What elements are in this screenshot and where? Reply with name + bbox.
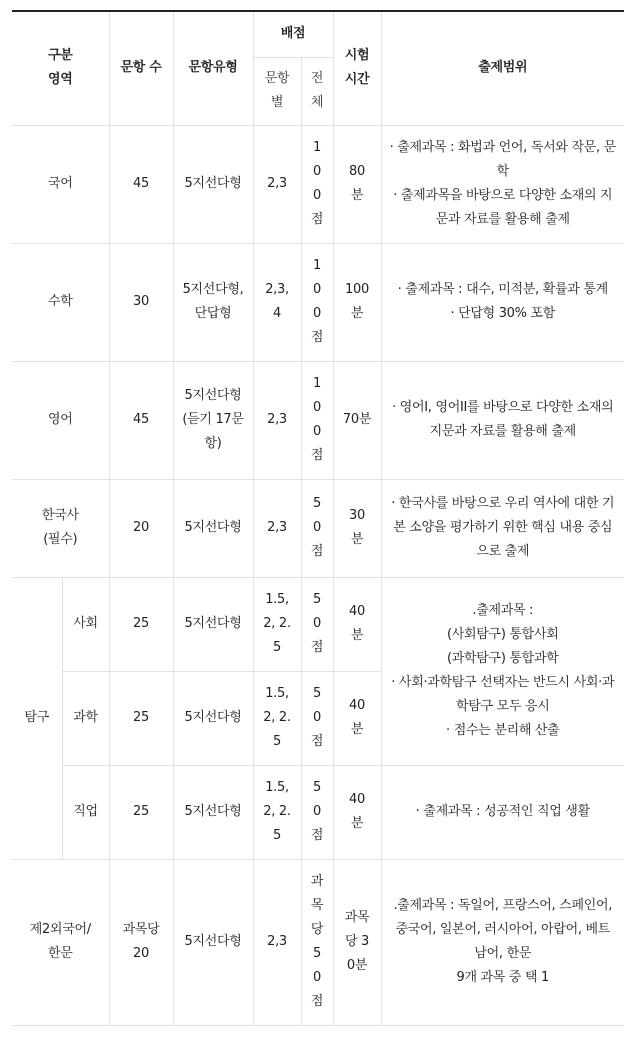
exam-structure-table bbox=[12, 10, 624, 1026]
count-cell: 25 bbox=[109, 765, 173, 859]
header-category: 구분 영역 bbox=[12, 11, 109, 125]
time-cell: 30분 bbox=[333, 479, 381, 577]
time-cell: 40분 bbox=[333, 765, 381, 859]
time-cell: 100분 bbox=[333, 243, 381, 361]
type-cell: 5지선다형 bbox=[173, 859, 253, 1025]
range-line: (사회탐구) 통합사회 bbox=[447, 627, 559, 642]
table-row bbox=[12, 577, 624, 671]
area-cell: 제2외국어/ 한문 bbox=[12, 859, 109, 1025]
range-cell bbox=[381, 361, 624, 479]
subject-cell: 과학 bbox=[62, 671, 109, 765]
subject-cell: 사회 bbox=[62, 577, 109, 671]
count-cell: 25 bbox=[109, 577, 173, 671]
total-cell: 과목당50점 bbox=[301, 859, 333, 1025]
range-line: · 출제과목을 바탕으로 다양한 소재의 지문과 자료를 활용해 출제 bbox=[393, 188, 613, 227]
range-cell bbox=[381, 765, 624, 859]
range-cell bbox=[381, 577, 624, 765]
type-cell: 5지선다형, 단답형 bbox=[173, 243, 253, 361]
per-item-cell: 2,3,4 bbox=[253, 243, 301, 361]
range-line: · 영어I, 영어II를 바탕으로 다양한 소재의 지문과 자료를 활용해 출제 bbox=[392, 400, 614, 439]
table-row bbox=[12, 479, 624, 577]
type-cell: 5지선다형 bbox=[173, 577, 253, 671]
area-cell: 국어 bbox=[12, 125, 109, 243]
count-cell: 25 bbox=[109, 671, 173, 765]
range-line: · 출제과목 : 성공적인 직업 생활 bbox=[415, 804, 590, 819]
type-cell: 5지선다형 bbox=[173, 479, 253, 577]
area-cell: 수학 bbox=[12, 243, 109, 361]
range-line: · 점수는 분리해 산출 bbox=[446, 723, 560, 738]
header-per-item: 문항별 bbox=[253, 57, 301, 125]
range-cell bbox=[381, 243, 624, 361]
time-cell: 40분 bbox=[333, 671, 381, 765]
per-item-cell: 2,3 bbox=[253, 361, 301, 479]
range-cell bbox=[381, 859, 624, 1025]
range-cell bbox=[381, 479, 624, 577]
table-row bbox=[12, 859, 624, 1025]
per-item-cell: 2,3 bbox=[253, 479, 301, 577]
type-cell: 5지선다형 bbox=[173, 125, 253, 243]
header-time: 시험 시간 bbox=[333, 11, 381, 125]
type-cell: 5지선다형 bbox=[173, 671, 253, 765]
time-cell: 과목당 30분 bbox=[333, 859, 381, 1025]
header-total: 전체 bbox=[301, 57, 333, 125]
per-item-cell: 1.5, 2, 2.5 bbox=[253, 577, 301, 671]
count-cell: 30 bbox=[109, 243, 173, 361]
total-cell: 50점 bbox=[301, 479, 333, 577]
total-cell: 50점 bbox=[301, 765, 333, 859]
table-row bbox=[12, 243, 624, 361]
time-cell: 80분 bbox=[333, 125, 381, 243]
range-cell bbox=[381, 125, 624, 243]
total-cell: 50점 bbox=[301, 577, 333, 671]
subject-cell: 직업 bbox=[62, 765, 109, 859]
time-cell: 40분 bbox=[333, 577, 381, 671]
table-row bbox=[12, 765, 624, 859]
per-item-cell: 2,3 bbox=[253, 125, 301, 243]
header-range: 출제범위 bbox=[381, 11, 624, 125]
range-line: · 출제과목 : 대수, 미적분, 확률과 통계 bbox=[397, 282, 608, 297]
header-score: 배점 bbox=[253, 11, 333, 57]
area-cell: 탐구 bbox=[12, 577, 62, 859]
area-cell: 영어 bbox=[12, 361, 109, 479]
total-cell: 100점 bbox=[301, 125, 333, 243]
range-line: · 단답형 30% 포함 bbox=[450, 306, 556, 321]
per-item-cell: 1.5, 2, 2.5 bbox=[253, 671, 301, 765]
range-line: 9개 과목 중 택 1 bbox=[456, 970, 550, 985]
range-line: (과학탐구) 통합과학 bbox=[447, 651, 559, 666]
type-cell: 5지선다형 (듣기 17문항) bbox=[173, 361, 253, 479]
range-line: · 사회·과학탐구 선택자는 반드시 사회·과학탐구 모두 응시 bbox=[391, 675, 615, 714]
table-row bbox=[12, 125, 624, 243]
header-type: 문항유형 bbox=[173, 11, 253, 125]
count-cell: 과목당 20 bbox=[109, 859, 173, 1025]
type-cell: 5지선다형 bbox=[173, 765, 253, 859]
total-cell: 100점 bbox=[301, 361, 333, 479]
range-line: .출제과목 : bbox=[472, 603, 534, 618]
per-item-cell: 1.5, 2, 2.5 bbox=[253, 765, 301, 859]
per-item-cell: 2,3 bbox=[253, 859, 301, 1025]
count-cell: 45 bbox=[109, 125, 173, 243]
exam-table-container bbox=[12, 10, 624, 1026]
count-cell: 45 bbox=[109, 361, 173, 479]
time-cell: 70분 bbox=[333, 361, 381, 479]
range-line: .출제과목 : 독일어, 프랑스어, 스페인어, 중국어, 일본어, 러시아어, 아랍어, 베트남어, 한문 bbox=[393, 898, 613, 961]
area-cell: 한국사 (필수) bbox=[12, 479, 109, 577]
header-count: 문항 수 bbox=[109, 11, 173, 125]
table-row bbox=[12, 361, 624, 479]
total-cell: 50점 bbox=[301, 671, 333, 765]
count-cell: 20 bbox=[109, 479, 173, 577]
range-line: · 한국사를 바탕으로 우리 역사에 대한 기본 소양을 평가하기 위한 핵심 내용 중심으로 출제 bbox=[391, 496, 615, 559]
range-line: · 출제과목 : 화법과 언어, 독서와 작문, 문학 bbox=[389, 140, 616, 179]
total-cell: 100점 bbox=[301, 243, 333, 361]
